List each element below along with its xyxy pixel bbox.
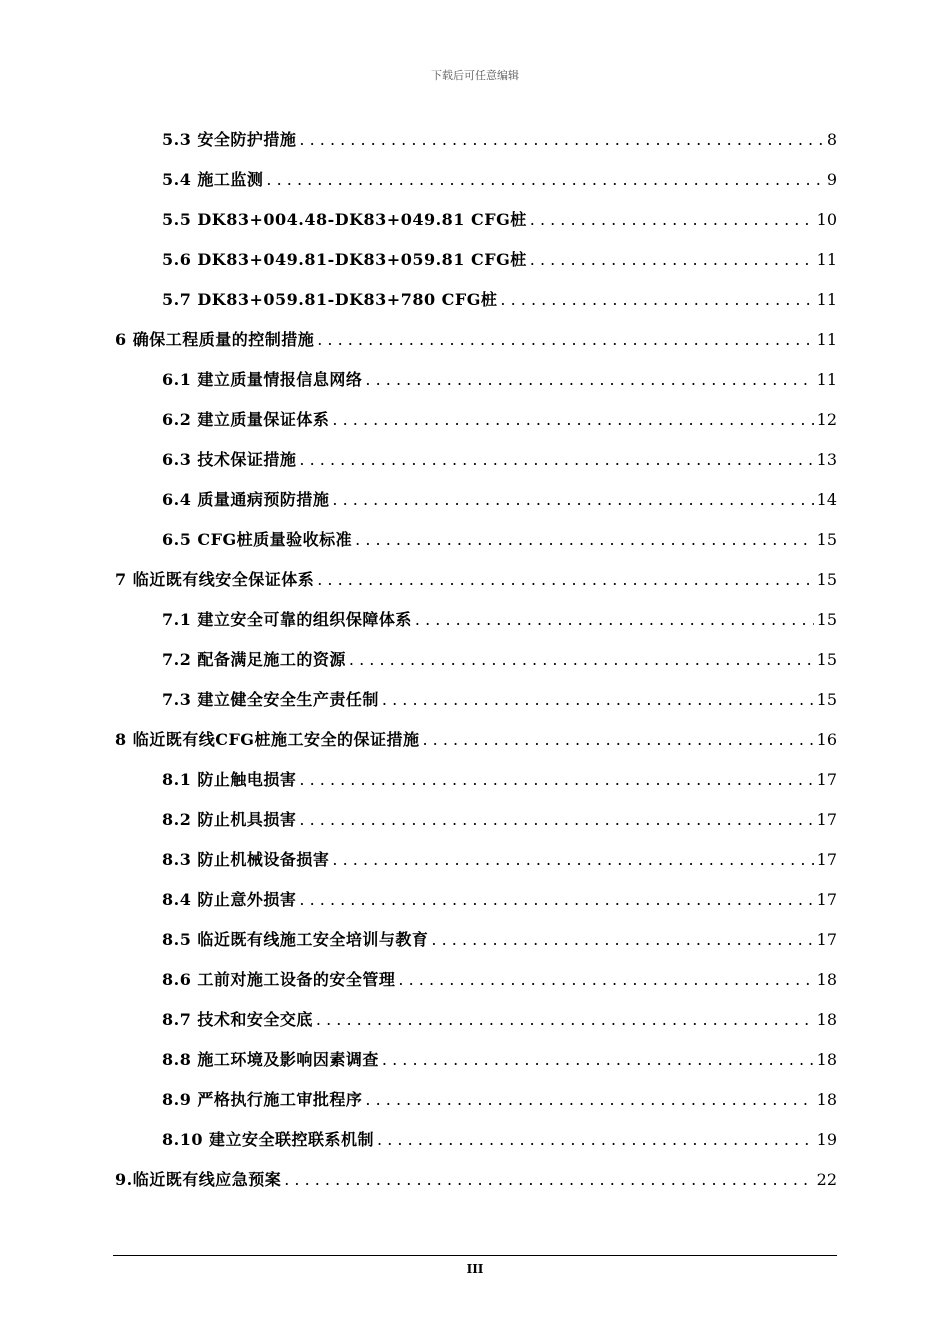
toc-entry[interactable] [115,400,837,440]
toc-dot-leader [377,1120,814,1160]
toc-entry[interactable] [115,640,837,680]
toc-entry-page-number: 10 [816,210,837,229]
toc-entry-page-number: 12 [816,410,837,429]
toc-entry-label: 6.1 建立质量情报信息网络 [162,370,363,389]
toc-entry-page-number: 17 [816,930,837,949]
toc-dot-leader [266,160,823,200]
toc-entry-page-number: 22 [816,1170,837,1189]
toc-entry-page-number: 18 [816,1090,837,1109]
toc-entry-label: 8.1 防止触电损害 [162,770,297,789]
toc-entry-label: 6.5 CFG桩质量验收标准 [162,530,353,549]
toc-entry-page-number: 18 [816,1050,837,1069]
toc-entry-label: 8.3 防止机械设备损害 [162,850,330,869]
toc-entry[interactable] [115,600,837,640]
toc-entry-label: 8.6 工前对施工设备的安全管理 [162,970,396,989]
toc-entry-label: 7.2 配备满足施工的资源 [162,650,346,669]
toc-entry[interactable] [115,160,837,200]
toc-dot-leader [382,680,814,720]
toc-entry[interactable] [115,1040,837,1080]
toc-entry-page-number: 11 [816,290,837,309]
toc-dot-leader [299,760,813,800]
toc-entry-label: 7.1 建立安全可靠的组织保障体系 [162,610,412,629]
toc-entry-label: 8.2 防止机具损害 [162,810,297,829]
toc-entry[interactable] [115,240,837,280]
toc-entry[interactable] [115,960,837,1000]
header-note: 下载后可任意编辑 [431,69,519,82]
toc-entry-label: 6.3 技术保证措施 [162,450,297,469]
toc-entry-page-number: 14 [816,490,837,509]
toc-entry-label: 7 临近既有线安全保证体系 [115,570,315,589]
footer-page-number: III [466,1262,484,1276]
toc-entry[interactable] [115,720,837,760]
toc-entry-page-number: 18 [816,1010,837,1029]
toc-dot-leader [365,1080,813,1120]
toc-entry[interactable] [115,800,837,840]
toc-entry-page-number: 15 [816,530,837,549]
toc-entry-page-number: 15 [816,570,837,589]
toc-dot-leader [317,320,813,360]
toc-entry[interactable] [115,920,837,960]
toc-dot-leader [415,600,814,640]
toc-entry-page-number: 18 [816,970,837,989]
toc-entry-label: 5.7 DK83+059.81-DK83+780 CFG桩 [162,290,498,309]
toc-entry-page-number: 17 [816,850,837,869]
toc-entry-label: 8.4 防止意外损害 [162,890,297,909]
toc-entry-label: 5.3 安全防护措施 [162,130,297,149]
toc-entry-page-number: 15 [816,690,837,709]
toc-entry[interactable] [115,1120,837,1160]
toc-entry-label: 8.9 严格执行施工审批程序 [162,1090,363,1109]
toc-entry[interactable] [115,1000,837,1040]
toc-dot-leader [332,480,813,520]
toc-entry-label: 8.7 技术和安全交底 [162,1010,313,1029]
toc-dot-leader [530,200,814,240]
toc-entry[interactable] [115,320,837,360]
toc-dot-leader [500,280,813,320]
toc-entry[interactable] [115,280,837,320]
toc-entry[interactable] [115,560,837,600]
toc-entry-page-number: 8 [826,130,837,149]
toc-entry-label: 5.6 DK83+049.81-DK83+059.81 CFG桩 [162,250,527,269]
toc-entry[interactable] [115,440,837,480]
toc-dot-leader [299,440,813,480]
toc-entry-page-number: 11 [816,330,837,349]
toc-entry[interactable] [115,520,837,560]
toc-entry-label: 8.8 施工环境及影响因素调查 [162,1050,379,1069]
toc-entry-label: 7.3 建立健全安全生产责任制 [162,690,379,709]
toc-entry-label: 8 临近既有线CFG桩施工安全的保证措施 [115,730,420,749]
toc-entry[interactable] [115,1160,837,1200]
toc-dot-leader [382,1040,814,1080]
toc-entry-page-number: 19 [816,1130,837,1149]
toc-entry-page-number: 11 [816,370,837,389]
toc-entry-page-number: 17 [816,770,837,789]
toc-entry-label: 6 确保工程质量的控制措施 [115,330,315,349]
toc-entry-page-number: 15 [816,610,837,629]
toc-dot-leader [355,520,813,560]
toc-entry-label: 9.临近既有线应急预案 [115,1170,282,1189]
toc-entry-label: 8.10 建立安全联控联系机制 [162,1130,375,1149]
toc-entry[interactable] [115,200,837,240]
toc-entry-page-number: 17 [816,890,837,909]
toc-entry-page-number: 17 [816,810,837,829]
toc-dot-leader [317,560,813,600]
toc-entry[interactable] [115,880,837,920]
toc-entry-label: 5.5 DK83+004.48-DK83+049.81 CFG桩 [162,210,527,229]
toc-entry-page-number: 16 [816,730,837,749]
toc-entry-page-number: 11 [816,250,837,269]
table-of-contents [115,120,837,1200]
toc-dot-leader [398,960,813,1000]
toc-entry[interactable] [115,360,837,400]
toc-entry-label: 6.2 建立质量保证体系 [162,410,330,429]
toc-entry-page-number: 13 [816,450,837,469]
toc-entry-label: 5.4 施工监测 [162,170,264,189]
toc-dot-leader [530,240,814,280]
toc-dot-leader [365,360,813,400]
toc-dot-leader [431,920,813,960]
toc-entry[interactable] [115,480,837,520]
toc-entry[interactable] [115,120,837,160]
toc-entry[interactable] [115,760,837,800]
toc-dot-leader [299,120,823,160]
toc-dot-leader [299,800,813,840]
toc-dot-leader [332,840,813,880]
toc-dot-leader [316,1000,814,1040]
toc-entry[interactable] [115,1080,837,1120]
toc-entry-label: 8.5 临近既有线施工安全培训与教育 [162,930,429,949]
toc-entry[interactable] [115,680,837,720]
toc-dot-leader [284,1160,813,1200]
toc-entry[interactable] [115,840,837,880]
toc-dot-leader [349,640,814,680]
toc-entry-page-number: 9 [826,170,837,189]
toc-entry-label: 6.4 质量通病预防措施 [162,490,330,509]
footer-divider [113,1255,837,1256]
toc-entry-page-number: 15 [816,650,837,669]
toc-dot-leader [422,720,813,760]
toc-dot-leader [299,880,813,920]
toc-dot-leader [332,400,813,440]
